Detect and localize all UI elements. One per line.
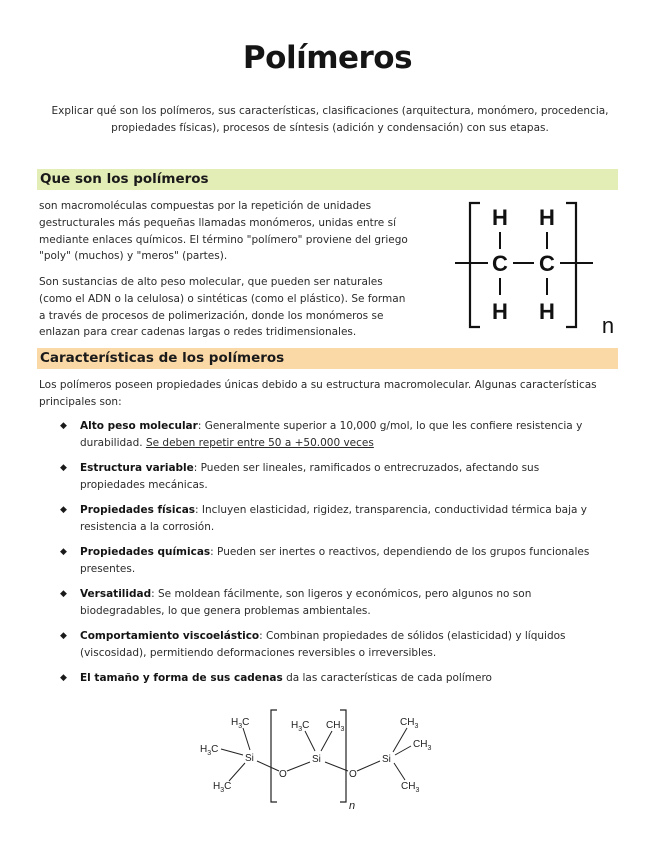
origin-paragraph: Son sustancias de alto peso molecular, que pueden ser naturales (como el ADN o la celulosa) o sintéticas (como el plástico). Se forman a través de procesos de polimerización, donde los monómeros se enlazan para crear cadenas largas o redes tridimensionales. [39, 276, 406, 339]
repeat-subscript-n: n [349, 800, 356, 812]
list-item [58, 460, 598, 494]
item-text: : Generalmente superior a 10,000 g/mol, lo que les confiere resistencia y durabilidad. [80, 420, 583, 449]
characteristics-intro: Los polímeros poseen propiedades únicas debido a su estructura macromolecular. Algunas características principales son: [39, 379, 597, 408]
diamond-bullet-icon: ◆ [60, 547, 67, 557]
item-term: Propiedades químicas [80, 546, 211, 558]
atom-c-right: C [539, 251, 555, 276]
item-term: Estructura variable [80, 462, 194, 474]
list-item [58, 418, 598, 452]
atom-h-bottom-left: H [492, 299, 508, 324]
list-item [58, 586, 598, 620]
diamond-bullet-icon: ◆ [60, 589, 67, 599]
right-si-label: Si [382, 754, 391, 765]
polyethylene-structure-figure [448, 195, 623, 340]
definition-paragraph: son macromoléculas compuestas por la repetición de unidades gestructurales más pequeñas llamadas monómeros, unidas entre sí mediante enlaces químicos. El término "polímero" proviene del griego "poly" (muchos) y "meros" (partes). [39, 200, 408, 263]
atom-c-left: C [492, 251, 508, 276]
middle-ch3-label: $CH_3$ [326, 720, 345, 733]
item-text: : Pueden ser inertes o reactivos, dependiendo de los grupos funcionales presentes. [80, 546, 590, 575]
item-term: El tamaño y forma de sus cadenas [80, 672, 283, 684]
right-ch3-mid-label: $CH_3$ [413, 739, 432, 752]
left-h2c-label: $H_3C$ [231, 717, 250, 730]
right-bracket [566, 203, 576, 327]
diamond-bullet-icon: ◆ [60, 463, 67, 473]
atom-h-bottom-right: H [539, 299, 555, 324]
item-text: : Combinan propiedades de sólidos (elasticidad) y líquidos (viscosidad), permitiendo deformaciones reversibles o irreversibles. [80, 630, 566, 659]
item-term: Versatilidad [80, 588, 152, 600]
left-h3c-label: $H_3C$ [200, 744, 219, 757]
item-term: Alto peso molecular [80, 420, 198, 432]
right-ch3-top-label: $CH_3$ [400, 717, 419, 730]
siloxane-structure-figure [195, 705, 455, 815]
list-item [58, 670, 598, 687]
repeat-subscript-n: n [601, 313, 615, 338]
middle-si-label: Si [312, 754, 321, 765]
list-item [58, 544, 598, 578]
page-title: Polímeros [242, 40, 413, 76]
right-bracket [340, 710, 346, 802]
item-text: : Incluyen elasticidad, rigidez, transparencia, conductividad térmica baja y resistencia a la corrosión. [80, 504, 587, 533]
diamond-bullet-icon: ◆ [60, 673, 67, 683]
atom-h-top-right: H [539, 205, 555, 230]
right-ch3-bottom-label: $CH_3$ [401, 781, 420, 794]
left-bracket [271, 710, 277, 802]
list-item [58, 502, 598, 536]
diamond-bullet-icon: ◆ [60, 631, 67, 641]
atom-h-top-left: H [492, 205, 508, 230]
middle-h3c-label: $H_3C$ [291, 720, 310, 733]
item-text: da las características de cada polímero [282, 672, 492, 684]
oxygen-left-label: O [279, 769, 287, 780]
section-heading-caracteristicas: Características de los polímeros [37, 348, 618, 369]
left-bracket [470, 203, 480, 327]
characteristics-list [58, 418, 598, 695]
item-text: : Se moldean fácilmente, son ligeros y económicos, pero algunos no son biodegradables, lo que genera problemas ambientales. [80, 588, 532, 617]
diamond-bullet-icon: ◆ [60, 505, 67, 515]
item-term: Propiedades físicas [80, 504, 196, 516]
diamond-bullet-icon: ◆ [60, 421, 67, 431]
left-si-label: Si [245, 753, 254, 764]
section-heading-que-son: Que son los polímeros [37, 169, 618, 190]
item-note: Se deben repetir entre 50 a +50.000 veces [145, 437, 374, 449]
list-item [58, 628, 598, 662]
intro-paragraph: Explicar qué son los polímeros, sus características, clasificaciones (arquitectura, monómero, procedencia, propiedades físicas), procesos de síntesis (adición y condensación) con sus etapas. [51, 105, 609, 134]
item-term: Comportamiento viscoelástico [80, 630, 260, 642]
item-text: : Pueden ser lineales, ramificados o entrecruzados, afectando sus propiedades mecánicas. [80, 462, 540, 491]
oxygen-right-label: O [349, 769, 357, 780]
left-h3c-bottom-label: $H_3C$ [213, 781, 232, 794]
